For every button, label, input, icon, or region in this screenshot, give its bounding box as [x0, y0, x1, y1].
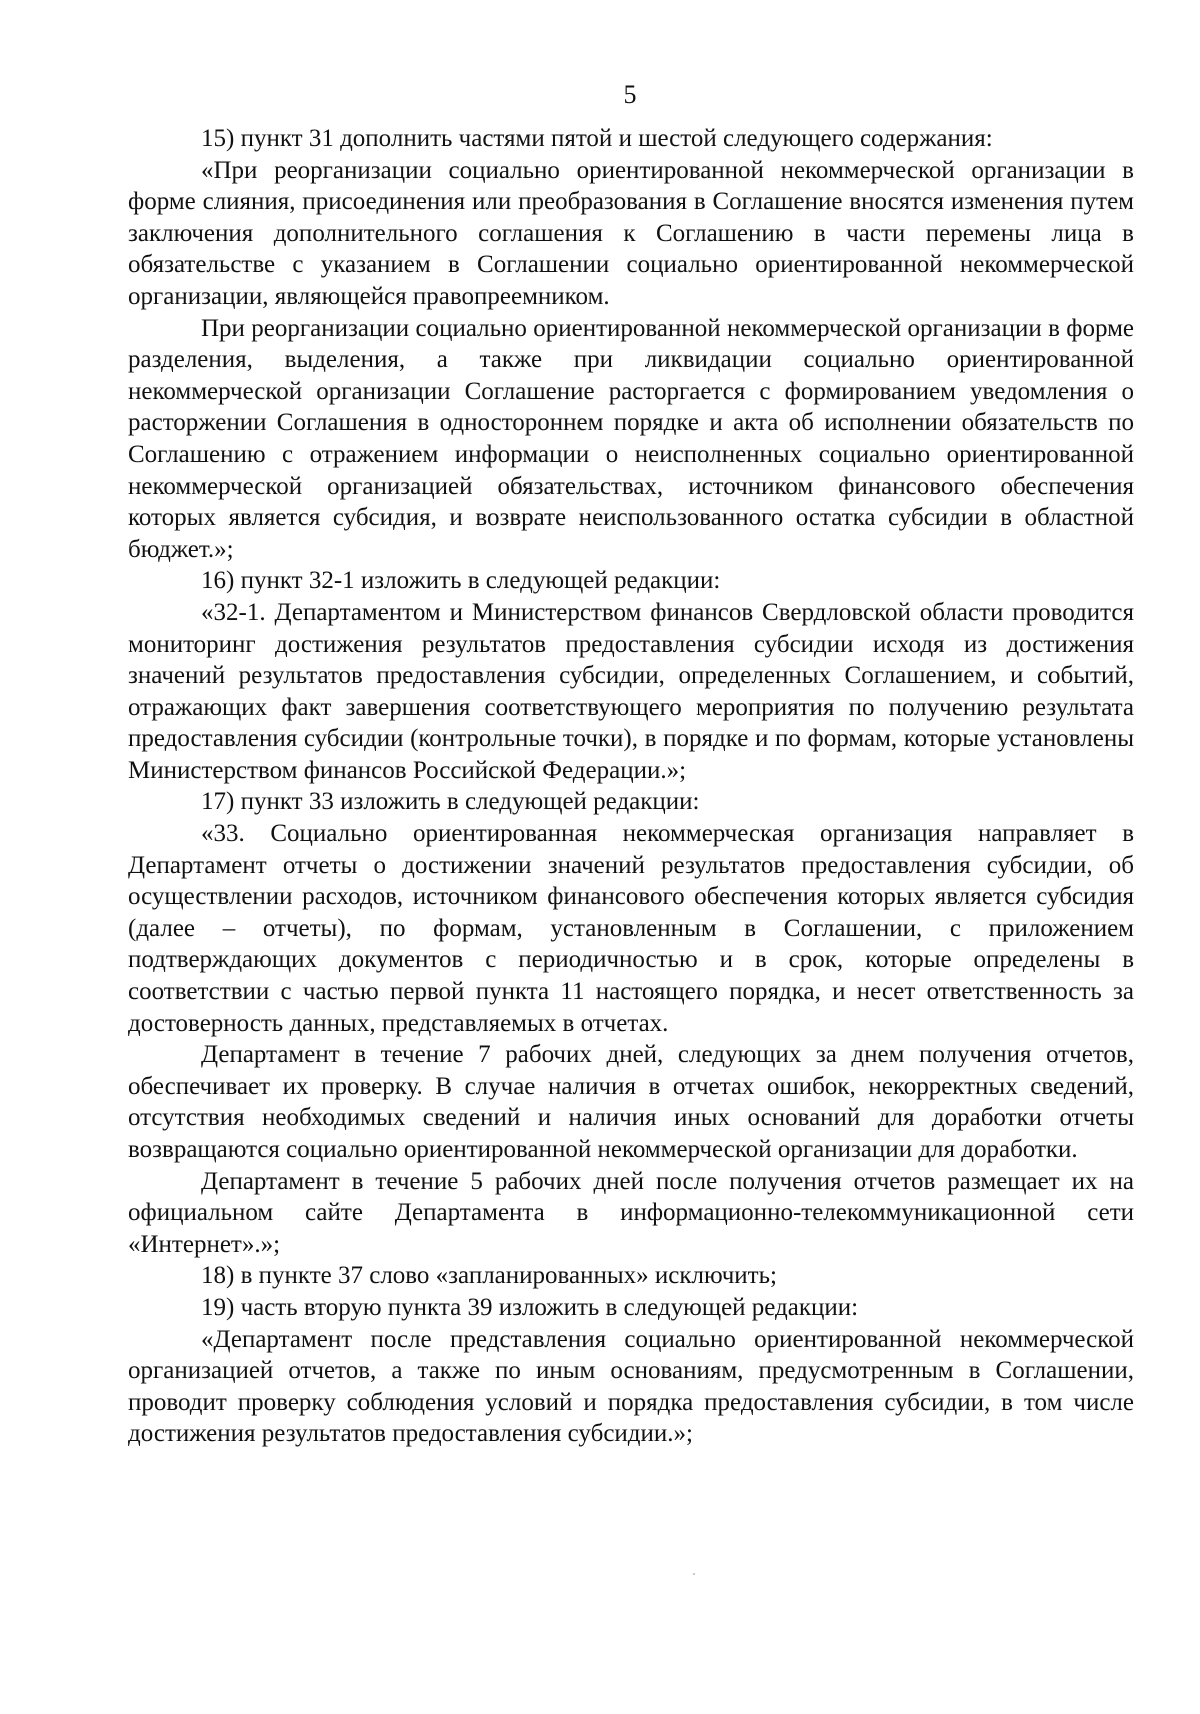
- document-body: [128, 123, 1134, 1450]
- paragraph-item-19: 19) часть вторую пункта 39 изложить в следующей редакции:: [201, 1293, 859, 1321]
- paragraph-report-check: Департамент в течение 7 рабочих дней, следующих за днем получения отчетов, обеспечивает их проверку. В случае наличия в отчетах ошибок, некорректных сведений, отсутствия необходимых сведений и наличия иных оснований для доработки отчеты возвращаются социально ориентированной некоммерческой организации для доработки.: [128, 1041, 1134, 1163]
- paragraph-clause-33: «33. Социально ориентированная некоммерческая организация направляет в Департамент отчеты о достижении значений результатов предоставления субсидии, об осуществлении расходов, источником финансового обеспечения которых является субсидия (далее – отчеты), по формам, установленным в Соглашении, с приложением подтверждающих документов с периодичностью и в срок, которые определены в соответствии с частью первой пункта 11 настоящего порядка, и несет ответственность за достоверность данных, представляемых в отчетах.: [128, 820, 1134, 1037]
- paragraph-reorganization-division: При реорганизации социально ориентированной некоммерческой организации в форме разделения, выделения, а также при ликвидации социально ориентированной некоммерческой организации Соглашение расторгается с формированием уведомления о расторжении Соглашения в одностороннем порядке и акта об исполнении обязательств по Соглашению с отражением информации о неисполненных социально ориентированной некоммерческой организацией обязательствах, источником финансового обеспечения которых является субсидия, и возврате неиспользованного остатка субсидии в областной бюджет.»;: [128, 314, 1134, 563]
- paragraph-item-16: 16) пункт 32-1 изложить в следующей редакции:: [201, 567, 721, 595]
- paragraph-item-17: 17) пункт 33 изложить в следующей редакции:: [201, 788, 700, 816]
- paragraph-item-15: 15) пункт 31 дополнить частями пятой и шестой следующего содержания:: [201, 125, 993, 152]
- page-number: 5: [623, 80, 637, 109]
- paragraph-clause-32-1: «32-1. Департаментом и Министерством финансов Свердловской области проводится мониторинг достижения результатов предоставления субсидии исходя из достижения значений результатов предоставления субсидии, определенных Соглашением, и событий, отражающих факт завершения соответствующего мероприятия по получению результата предоставления субсидии (контрольные точки), в порядке и по формам, которые установлены Министерством финансов Российской Федерации.»;: [128, 598, 1134, 784]
- paragraph-reorganization-merger: «При реорганизации социально ориентированной некоммерческой организации в форме слияния, присоединения или преобразования в Соглашение вносятся изменения путем заключения дополнительного соглашения к Соглашению в части перемены лица в обязательстве с указанием в Соглашении социально ориентированной некоммерческой организации, являющейся правопреемником.: [128, 156, 1134, 310]
- paragraph-item-18: 18) в пункте 37 слово «запланированных» исключить;: [201, 1262, 777, 1290]
- paragraph-clause-39: «Департамент после представления социально ориентированной некоммерческой организацией отчетов, а также по иным основаниям, предусмотренным в Соглашении, проводит проверку соблюдения условий и порядка предоставления субсидии, в том числе достижения результатов предоставления субсидии.»;: [128, 1325, 1134, 1448]
- scan-artifact: [693, 1573, 695, 1575]
- paragraph-report-publish: Департамент в течение 5 рабочих дней после получения отчетов размещает их на официальном сайте Департамента в информационно-телекоммуникационной сети «Интернет».»;: [128, 1167, 1134, 1258]
